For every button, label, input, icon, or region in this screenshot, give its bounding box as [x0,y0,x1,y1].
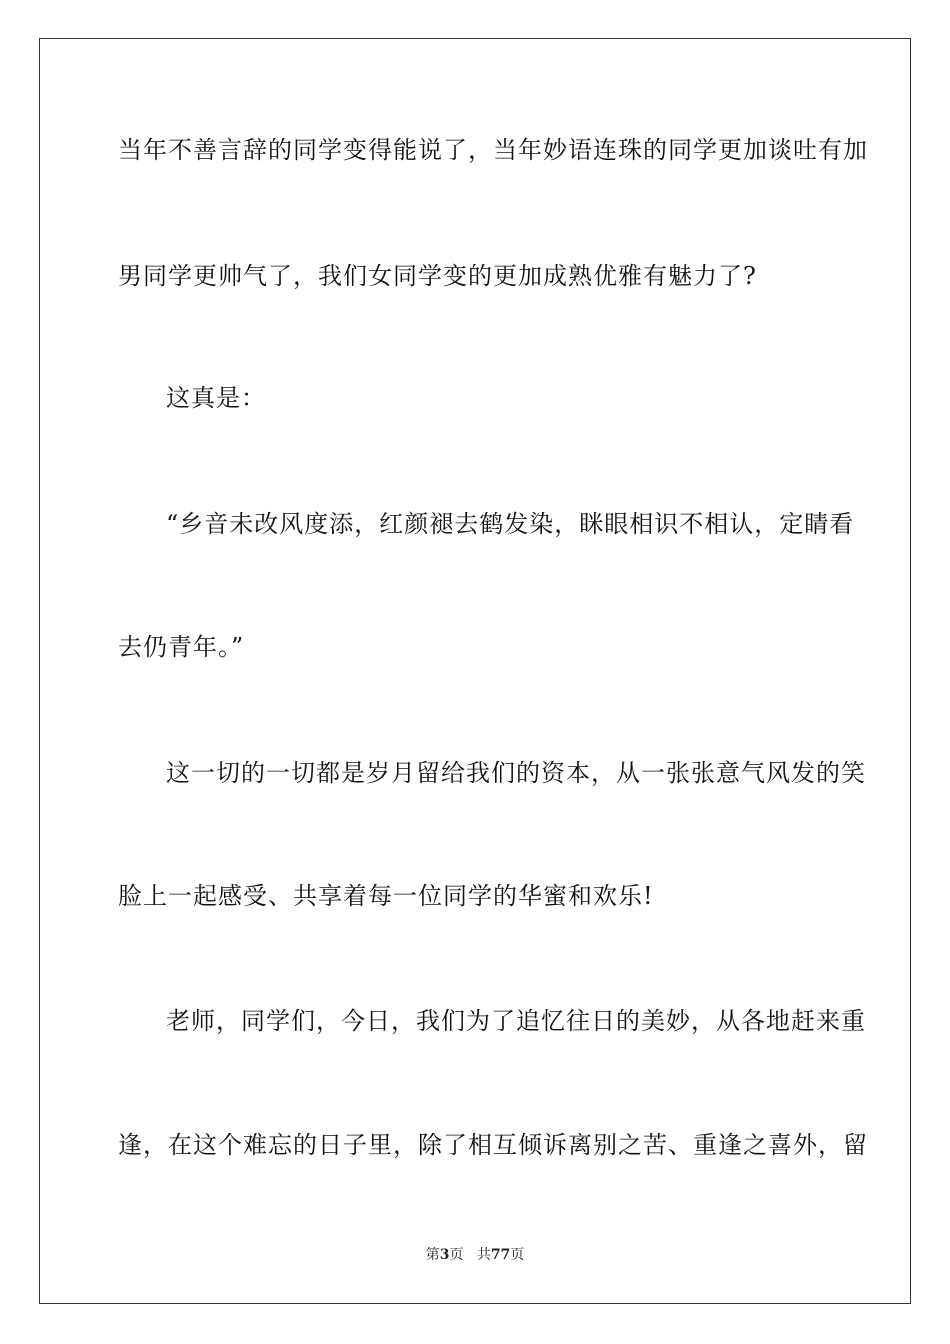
paragraph-line-5: 去仍青年。” [118,633,245,661]
paragraph-line-7: 脸上一起感受、共享着每一位同学的华蜜和欢乐! [118,882,654,910]
page-suffix: 页 [449,1247,464,1263]
total-pages: 77 [490,1247,511,1263]
total-prefix: 共 [476,1247,491,1263]
page-border [39,38,911,1304]
total-suffix: 页 [510,1247,525,1263]
paragraph-line-6: 这一切的一切都是岁月留给我们的资本，从一张张意气风发的笑 [166,759,866,787]
page-prefix: 第 [425,1247,440,1263]
paragraph-line-2: 男同学更帅气了，我们女同学变的更加成熟优雅有魅力了? [118,262,757,290]
page-footer [0,1246,950,1264]
paragraph-line-1: 当年不善言辞的同学变得能说了，当年妙语连珠的同学更加谈吐有加 [118,136,868,164]
paragraph-line-9: 逢，在这个难忘的日子里，除了相互倾诉离别之苦、重逢之喜外，留 [118,1131,868,1159]
paragraph-line-3: 这真是： [166,384,266,412]
paragraph-line-8: 老师，同学们，今日，我们为了追忆往日的美妙，从各地赶来重 [166,1007,866,1035]
paragraph-line-4: “乡音未改风度添，红颜褪去鹤发染，眯眼相识不相认，定睛看 [166,510,855,538]
page-number: 3 [439,1247,450,1263]
